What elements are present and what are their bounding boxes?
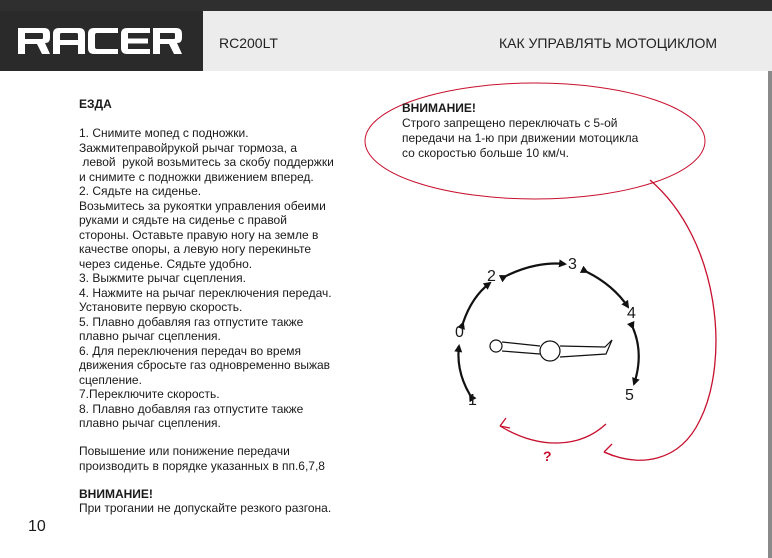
warning-curve bbox=[604, 180, 716, 460]
step-line: сцепление. bbox=[79, 372, 142, 387]
warning-text: При трогании не допускайте резкого разгона. bbox=[79, 501, 332, 515]
section-title: ЕЗДА bbox=[79, 97, 112, 111]
step-line: через сиденье. Сядьте удобно. bbox=[79, 256, 253, 271]
gear-label-3: 3 bbox=[568, 256, 577, 273]
warning-title: ВНИМАНИЕ! bbox=[79, 487, 153, 501]
arc-1-0 bbox=[458, 346, 470, 395]
page-number: 10 bbox=[28, 518, 46, 535]
callout-line: со скоростью больше 10 км/ч. bbox=[402, 146, 569, 160]
gear-label-4: 4 bbox=[627, 305, 636, 322]
step-line: Возьмитесь за рукоятки управления обеими bbox=[79, 198, 326, 213]
step-line: 4. Нажмите на рычаг переключения передач. bbox=[79, 285, 332, 300]
callout-line: передачи на 1-ю при движении мотоцикла bbox=[402, 131, 639, 145]
page-title: КАК УПРАВЛЯТЬ МОТОЦИКЛОМ bbox=[499, 35, 718, 51]
step-line: движения сбросьте газ одновременно выжав bbox=[79, 358, 331, 372]
step-line: и снимите с подножки движением вперед. bbox=[79, 169, 314, 184]
model-name: RC200LT bbox=[219, 35, 278, 51]
warning-curve-arrowhead bbox=[604, 444, 614, 456]
note-line: производить в порядке указанных в пп.6,7,8 bbox=[79, 458, 325, 473]
step-line: Зажмитеправойрукой рычаг тормоза, а bbox=[79, 140, 297, 155]
note-line: Повышение или понижение передачи bbox=[79, 444, 290, 458]
arc-4-5 bbox=[633, 328, 639, 384]
step-line: плавно рычаг сцепления. bbox=[79, 329, 221, 343]
step-line: левой рукой возьмитесь за скобу поддержки bbox=[79, 155, 334, 169]
arc-0-2 bbox=[463, 283, 490, 323]
callout-warning bbox=[402, 101, 638, 161]
step-line: руками и сядьте на сиденье с правой bbox=[79, 213, 287, 227]
shift-lever bbox=[490, 340, 612, 361]
step-line: 6. Для переключения передач во время bbox=[79, 343, 302, 358]
gear-label-1: 1 bbox=[468, 392, 477, 409]
callout-line: Строго запрещено переключать с 5-ой bbox=[402, 116, 618, 130]
forbidden-arc bbox=[500, 424, 606, 443]
arc-3-4 bbox=[587, 272, 628, 307]
step-line: качестве опоры, а левую ногу перекиньте bbox=[79, 242, 311, 256]
step-line: Установите первую скорость. bbox=[79, 300, 243, 314]
step-line: 5. Плавно добавляя газ отпустите также bbox=[79, 314, 304, 329]
arc-2-3 bbox=[506, 264, 565, 277]
gear-label-5: 5 bbox=[625, 387, 634, 404]
question-mark: ? bbox=[543, 448, 552, 464]
forbidden-arc-arrowhead bbox=[500, 418, 510, 428]
step-line: плавно рычаг сцепления. bbox=[79, 416, 221, 430]
step-line: 8. Плавно добавляя газ отпустите также bbox=[79, 401, 304, 416]
callout-title: ВНИМАНИЕ! bbox=[402, 101, 476, 115]
step-line: 2. Сядьте на сиденье. bbox=[79, 184, 202, 198]
step-line: 7.Переключите скорость. bbox=[79, 387, 220, 401]
step-line: 3. Выжмите рычаг сцепления. bbox=[79, 271, 247, 285]
step-line: стороны. Оставьте правую ногу на земле в bbox=[79, 227, 319, 242]
step-line: 1. Снимите мопед с подножки. bbox=[79, 126, 249, 140]
gear-label-2: 2 bbox=[487, 268, 496, 285]
gear-label-0: 0 bbox=[455, 324, 464, 341]
